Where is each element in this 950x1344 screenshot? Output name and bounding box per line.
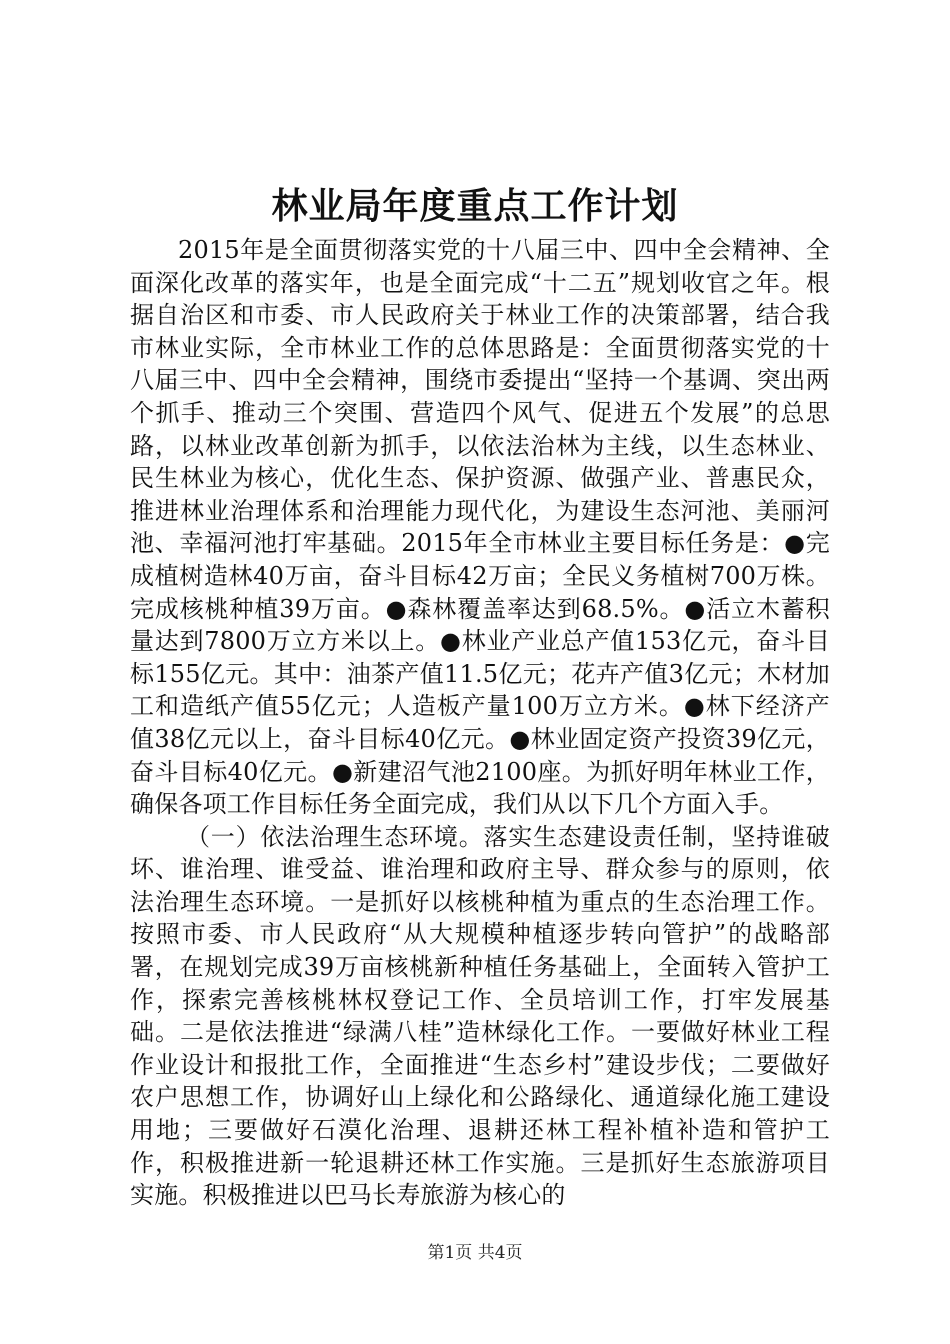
intro-paragraph: 2015年是全面贯彻落实党的十八届三中、四中全会精神、全面深化改革的落实年，也是全面完成“十二五”规划收官之年。根据自治区和市委、市人民政府关于林业工作的决策部署，结合我市林业实际，全市林业工作的总体思路是：全面贯彻落实党的十八届三中、四中全会精神，围绕市委提出“坚持一个基调、突出两个抓手、推动三个突围、营造四个风气、促进五个发展”的总思路，以林业改革创新为抓手，以依法治林为主线，以生态林业、民生林业为核心，优化生态、保护资源、做强产业、普惠民众，推进林业治理体系和治理能力现代化，为建设生态河池、美丽河池、幸福河池打牢基础。2015年全市林业主要目标任务是：●完成植树造林40万亩，奋斗目标42万亩；全民义务植树700万株。完成核桃种植39万亩。●森林覆盖率达到68.5%。●活立木蓄积量达到7800万立方米以上。●林业产业总产值153亿元，奋斗目标155亿元。其中：油茶产值11.5亿元；花卉产值3亿元；木材加工和造纸产值55亿元；人造板产量100万立方米。●林下经济产值38亿元以上，奋斗目标40亿元。●林业固定资产投资39亿元，奋斗目标40亿元。●新建沼气池2100座。为抓好明年林业工作，确保各项工作目标任务全面完成，我们从以下几个方面入手。 (130, 236, 830, 819)
document-body (130, 234, 830, 1212)
page-title: 林业局年度重点工作计划 (271, 185, 679, 227)
page-number-footer: 第1页 共4页 (427, 1243, 523, 1263)
section-one-paragraph: （一）依法治理生态环境。落实生态建设责任制，坚持谁破坏、谁治理、谁受益、谁治理和政府主导、群众参与的原则，依法治理生态环境。一是抓好以核桃种植为重点的生态治理工作。按照市委、市人民政府“从大规模种植逐步转向管护”的战略部署，在规划完成39万亩核桃新种植任务基础上，全面转入管护工作，探索完善核桃林权登记工作、全员培训工作，打牢发展基础。二是依法推进“绿满八桂”造林绿化工作。一要做好林业工程作业设计和报批工作，全面推进“生态乡村”建设步伐；二要做好农户思想工作，协调好山上绿化和公路绿化、通道绿化施工建设用地；三要做好石漠化治理、退耕还林工程补植补造和管护工作，积极推进新一轮退耕还林工作实施。三是抓好生态旅游项目实施。积极推进以巴马长寿旅游为核心的 (130, 822, 830, 1210)
